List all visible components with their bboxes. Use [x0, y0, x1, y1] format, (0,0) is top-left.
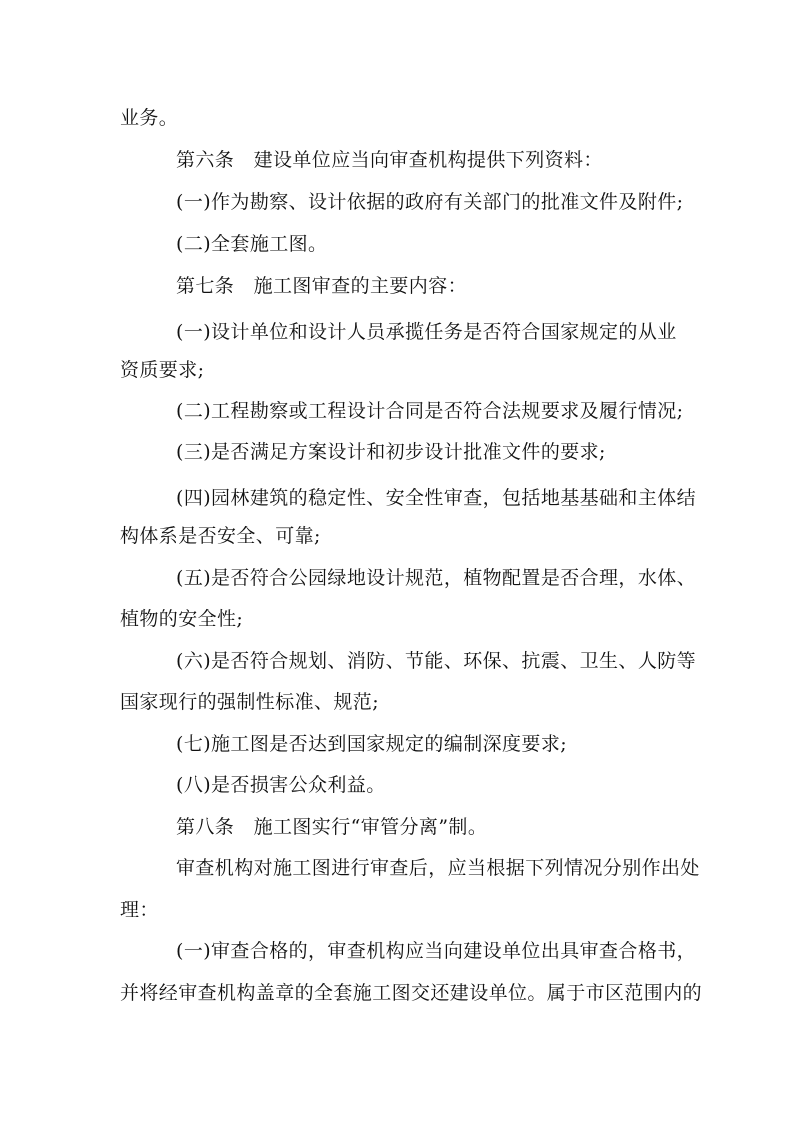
text-line: 业务。	[120, 107, 179, 129]
text-line: (二)工程勘察或工程设计合同是否符合法规要求及履行情况;	[176, 400, 684, 422]
text-line: 审查机构对施工图进行审查后，应当根据下列情况分别作出处	[176, 857, 700, 879]
text-line: (四)园林建筑的稳定性、安全性审查，包括地基基础和主体结	[176, 487, 697, 509]
text-line: (一)设计单位和设计人员承揽任务是否符合国家规定的从业	[176, 321, 677, 343]
text-line: 理：	[120, 899, 159, 921]
text-line: (三)是否满足方案设计和初步设计批准文件的要求;	[176, 441, 606, 463]
text-line: (六)是否符合规划、消防、节能、环保、抗震、卫生、人防等	[176, 650, 697, 672]
text-line: 国家现行的强制性标准、规范;	[120, 691, 380, 713]
text-line: 资质要求;	[120, 359, 205, 381]
article-6-heading: 第六条 建设单位应当向审查机构提供下列资料：	[176, 149, 603, 171]
article-7-heading: 第七条 施工图审查的主要内容：	[176, 275, 468, 297]
text-line: 植物的安全性;	[120, 608, 244, 630]
text-line: (一)审查合格的，审查机构应当向建设单位出具审查合格书，	[176, 940, 697, 962]
text-line: 并将经审查机构盖章的全套施工图交还建设单位。属于市区范围内的	[120, 982, 703, 1004]
text-line: 构体系是否安全、可靠;	[120, 525, 321, 547]
text-line: (一)作为勘察、设计依据的政府有关部门的批准文件及附件;	[176, 191, 684, 213]
article-8-heading: 第八条 施工图实行“审管分离”制。	[176, 816, 488, 838]
text-line: (五)是否符合公园绿地设计规范，植物配置是否合理，水体、	[176, 567, 697, 589]
text-line: (七)施工图是否达到国家规定的编制深度要求;	[176, 733, 568, 755]
text-line: (八)是否损害公众利益。	[176, 774, 386, 796]
text-line: (二)全套施工图。	[176, 233, 328, 255]
